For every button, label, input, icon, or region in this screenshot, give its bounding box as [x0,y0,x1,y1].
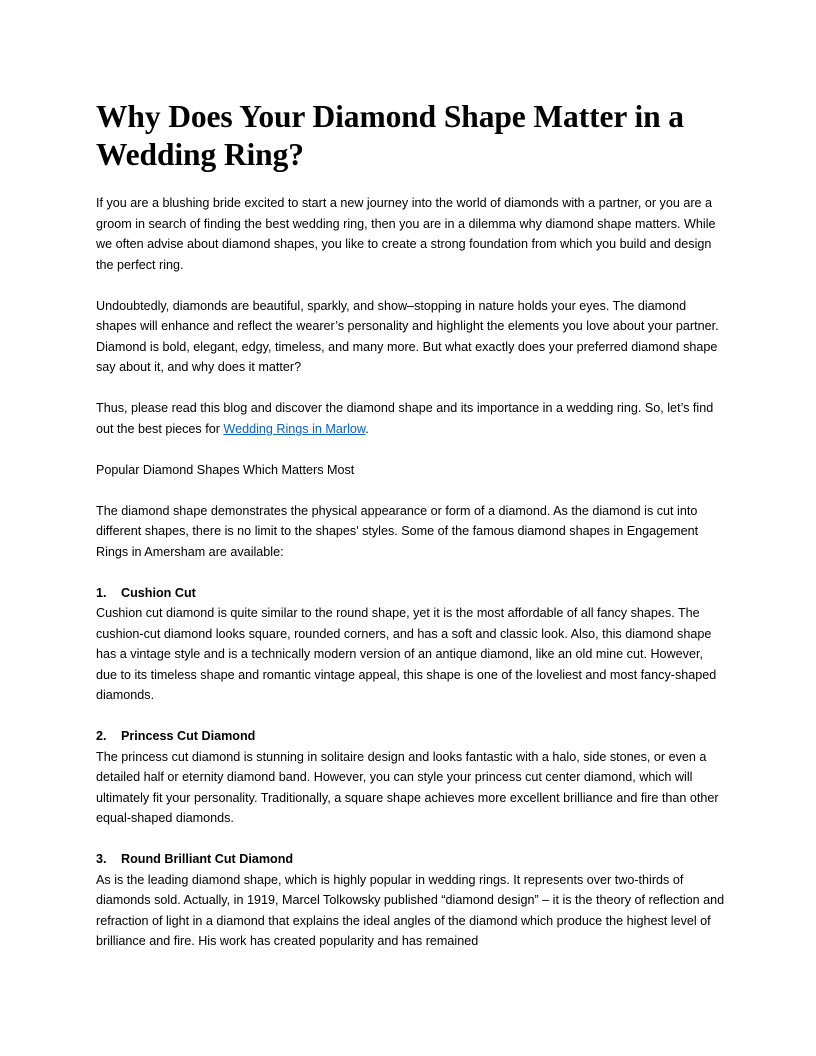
section-body: As is the leading diamond shape, which is highly popular in wedding rings. It represents over two-thirds of diamonds sold. Actually, in 1919, Marcel Tolkowsky published “diamond design” – it is the theory of reflection and refraction of light in a diamond that explains the ideal angles of the diamond which produce the highest level of brilliance and fire. His work has created popularity and has remained [96,872,725,948]
blog-paragraph-text: Thus, please read this blog and discover the diamond shape and its importance in a wedding ring. So, let’s find out the best pieces for [96,401,714,436]
intro-paragraph-1: If you are a blushing bride excited to start a new journey into the world of diamonds with a partner, or you are a groom in search of finding the best wedding ring, then you are in a dilemma why diamond shape matters. While we often advise about diamond shapes, you like to create a strong foundation from which you build and design the perfect ring. [96,196,716,272]
page-title: Why Does Your Diamond Shape Matter in a Wedding Ring? [96,99,684,172]
section-number: 2. [96,729,107,743]
section-heading [96,583,726,604]
section-body: The princess cut diamond is stunning in solitaire design and looks fantastic with a halo, side stones, or even a detailed half or eternity diamond band. However, you can style your princess cut center diamond, which will ultimately fit your personality. Traditionally, a square shape achieves more excellent brilliance and fire than other equal-shaped diamonds. [96,749,719,825]
section-cushion-cut [96,583,726,706]
shapes-intro-paragraph: The diamond shape demonstrates the physical appearance or form of a diamond. As the diamond is cut into different shapes, there is no limit to the shapes' styles. Some of the famous diamond shapes in Engagement Rings in Amersham are available: [96,503,699,559]
wedding-rings-marlow-link[interactable]: Wedding Rings in Marlow [223,421,366,436]
section-heading-text: Round Brilliant Cut Diamond [121,852,294,866]
section-body: Cushion cut diamond is quite similar to the round shape, yet it is the most affordable of all fancy shapes. The cushion-cut diamond looks square, rounded corners, and has a soft and classic look. Also, this diamond shape has a vintage style and is a technically modern version of an antique diamond, like an old mine cut. However, due to its timeless shape and romantic vintage appeal, this shape is one of the loveliest and most fancy-shaped diamonds. [96,606,717,702]
section-heading [96,849,726,870]
intro-paragraph-2: Undoubtedly, diamonds are beautiful, sparkly, and show–stopping in nature holds your eyes. The diamond shapes will enhance and reflect the wearer’s personality and highlight the elements you love about your partner. Diamond is bold, elegant, edgy, timeless, and many more. But what exactly does your preferred diamond shape say about it, and why does it matter? [96,298,719,374]
document-page [96,98,726,972]
section-round-brilliant-cut [96,849,726,952]
section-number: 1. [96,585,107,600]
section-heading [96,726,726,747]
blog-paragraph [96,398,726,439]
section-heading-text: Princess Cut Diamond [121,729,256,743]
section-heading-text: Cushion Cut [121,585,196,600]
shapes-subheading: Popular Diamond Shapes Which Matters Most [96,462,355,477]
section-number: 3. [96,852,107,866]
blog-paragraph-end: . [365,421,369,436]
section-princess-cut [96,726,726,829]
